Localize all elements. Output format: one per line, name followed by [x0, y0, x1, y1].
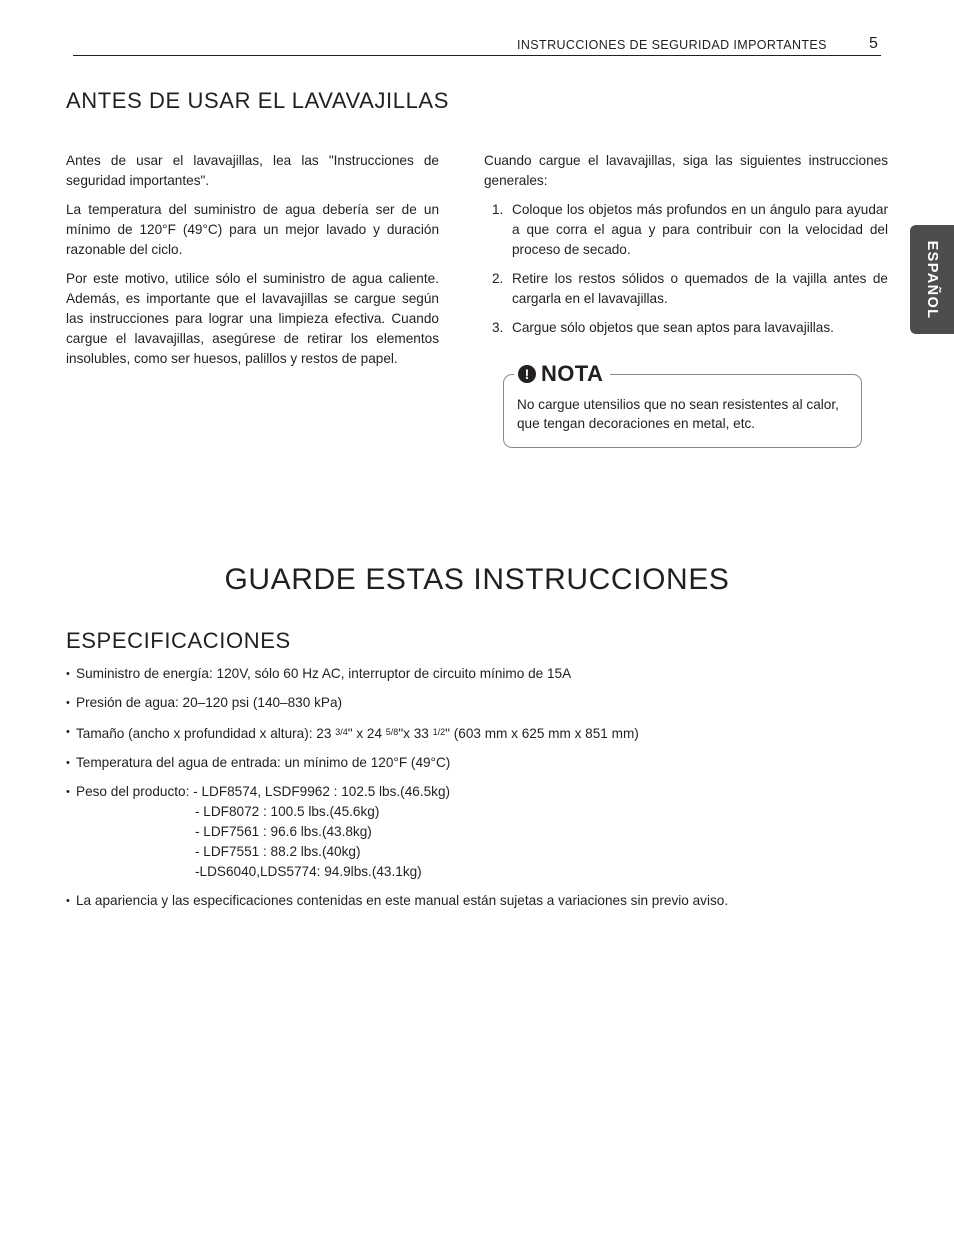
spec-power: Suministro de energía: 120V, sólo 60 Hz AC, interruptor de circuito mínimo de 15A: [76, 666, 572, 681]
loading-steps: [484, 200, 888, 338]
spec-size-fraction: 1/2: [432, 727, 446, 737]
list-item: - LDF7551 : 88.2 lbs.(40kg): [195, 844, 361, 859]
spec-size: [76, 726, 639, 741]
spec-size-text: "x 33: [398, 726, 433, 741]
list-item: -LDS6040,LDS5774: 94.9lbs.(43.1kg): [195, 864, 422, 879]
spec-disclaimer: La apariencia y las especificaciones contenidas en este manual están sujetas a variaciones sin previo aviso.: [76, 893, 729, 908]
list-item: [484, 318, 888, 338]
specs-list: [66, 664, 896, 920]
list-item: - LDF8072 : 100.5 lbs.(45.6kg): [195, 804, 380, 819]
spec-size-fraction: 5/8: [385, 727, 399, 737]
paragraph: Por este motivo, utilice sólo el suministro de agua caliente. Además, es importante que el lavavajillas se cargue según las instrucciones para lograr una limpieza efectiva. Cuando cargue el lavavajillas, asegúrese de retirar los elementos insolubles, como ser huesos, palillos y restos de papel.: [66, 271, 439, 366]
step-number: 3.: [492, 320, 504, 335]
spec-weight-value: - LDF8574, LSDF9962 : 102.5 lbs.(46.5kg): [193, 784, 451, 799]
step-number: 1.: [492, 202, 504, 217]
spec-size-fraction: 3/4: [335, 727, 348, 737]
note-title: NOTA: [541, 361, 604, 386]
before-use-left-column: [66, 151, 439, 378]
spec-size-text: " (603 mm x 625 mm x 851 mm): [445, 726, 639, 741]
spec-weight-label: Peso del producto:: [76, 784, 194, 799]
note-box: [503, 361, 862, 448]
spec-temperature: Temperatura del agua de entrada: un mínimo de 120°F (49°C): [76, 755, 451, 770]
page-number: 5: [869, 35, 878, 52]
list-item: - LDF7561 : 96.6 lbs.(43.8kg): [195, 824, 372, 839]
list-item: [484, 269, 888, 309]
list-item: [66, 693, 896, 713]
list-item: [66, 891, 896, 911]
list-item: [66, 664, 896, 684]
step-number: 2.: [492, 271, 504, 286]
language-tab-label: ESPAÑOL: [924, 240, 940, 319]
save-instructions-title: GUARDE ESTAS INSTRUCCIONES: [224, 563, 730, 596]
step-text: Coloque los objetos más profundos en un ángulo para ayudar a que corra el agua y para contribuir con la velocidad del proceso de secado.: [512, 202, 888, 257]
specs-heading: ESPECIFICACIONES: [66, 628, 291, 653]
before-use-heading: ANTES DE USAR EL LAVAVAJILLAS: [66, 88, 449, 113]
spec-pressure: Presión de agua: 20–120 psi (140–830 kPa): [76, 695, 343, 710]
list-item: [66, 753, 896, 773]
list-item: [66, 722, 896, 744]
header-divider: [73, 55, 881, 56]
spec-size-text: " x 24: [347, 726, 386, 741]
weights-list: [76, 802, 896, 882]
language-tab: [910, 225, 954, 334]
paragraph: La temperatura del suministro de agua debería ser de un mínimo de 120°F (49°C) para un mejor lavado y duración razonable del ciclo.: [66, 202, 439, 257]
before-use-right-column: [484, 151, 888, 347]
list-item: [66, 782, 896, 882]
spec-size-text: Tamaño (ancho x profundidad x altura): 23: [76, 726, 336, 741]
running-header: INSTRUCCIONES DE SEGURIDAD IMPORTANTES: [517, 38, 827, 52]
note-header: [514, 361, 610, 387]
step-text: Retire los restos sólidos o quemados de la vajilla antes de cargarla en el lavavajillas.: [512, 271, 888, 306]
list-item: [484, 200, 888, 260]
paragraph: Antes de usar el lavavajillas, lea las "Instrucciones de seguridad importantes".: [66, 153, 439, 188]
loading-intro: Cuando cargue el lavavajillas, siga las siguientes instrucciones generales:: [484, 153, 888, 188]
step-text: Cargue sólo objetos que sean aptos para lavavajillas.: [512, 320, 834, 335]
exclamation-icon: !: [518, 365, 536, 383]
note-text: No cargue utensilios que no sean resistentes al calor, que tengan decoraciones en metal, etc.: [517, 397, 839, 431]
